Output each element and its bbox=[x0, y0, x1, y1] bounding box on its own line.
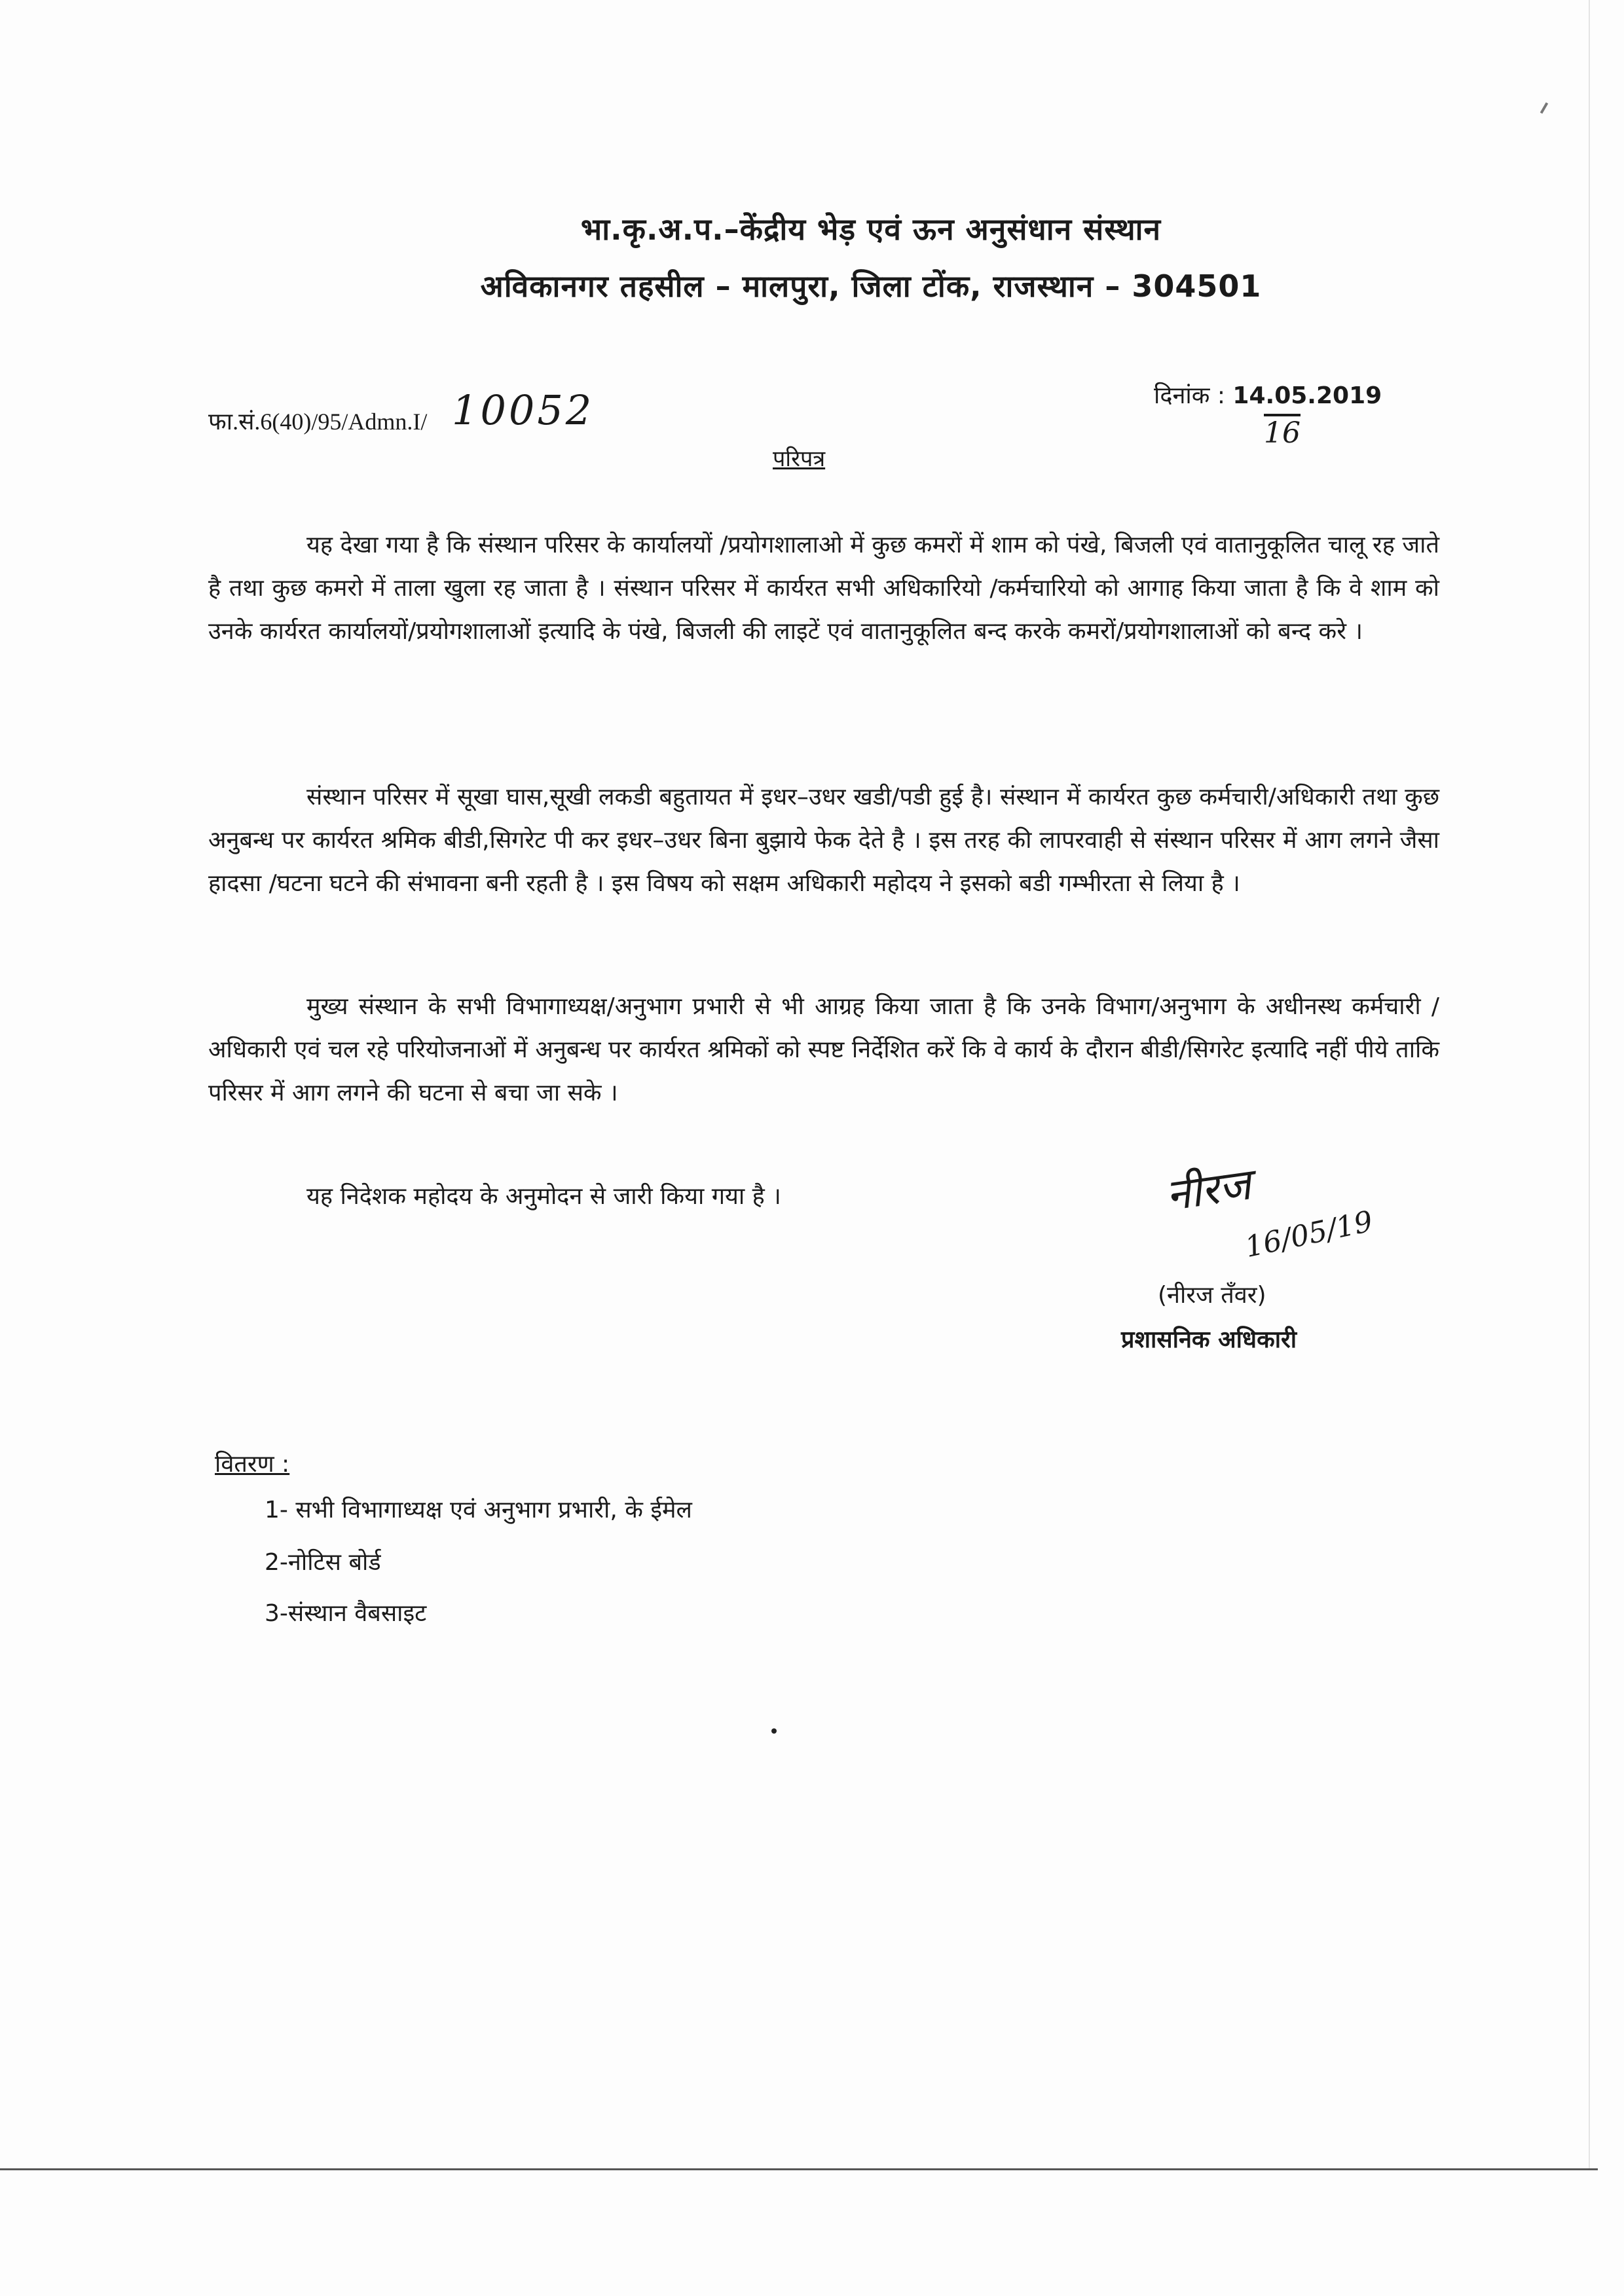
scan-mark bbox=[1540, 102, 1548, 114]
handwritten-reference-number: 10052 bbox=[452, 386, 595, 434]
scan-dot bbox=[771, 1728, 777, 1734]
distribution-item: 3-संस्थान वैबसाइट bbox=[265, 1600, 427, 1627]
paragraph-3: मुख्य संस्थान के सभी विभागाध्यक्ष/अनुभाग प्रभारी से भी आग्रह किया जाता है कि उनके विभाग/अनुभाग के अधीनस्थ कर्मचारी /अधिकारी एवं चल रहे परियोजनाओं में अनुबन्ध पर कार्यरत श्रमिकों को स्पष्ट निर्देशित करें कि वे कार्य के दौरान बीडी/सिगरेट इत्यादि नहीं पीये ताकि परिसर में आग लगने की घटना से बचा जा सके । bbox=[208, 993, 1439, 1106]
paragraph-2: संस्थान परिसर में सूखा घास,सूखी लकडी बहुतायत में इधर–उधर खडी/पडी हुई है। संस्थान में कार्यरत कुछ कर्मचारी/अधिकारी तथा कुछ अनुबन्ध पर कार्यरत श्रमिक बीडी,सिगरेट पी कर इधर–उधर बिना बुझाये फेक देते है । इस तरह की लापरवाही से संस्थान परिसर में आग लगने जैसा हादसा /घटना घटने की संभावना बनी रहती है । इस विषय को सक्षम अधिकारी महोदय ने इसको बडी गम्भीरता से लिया है । bbox=[208, 784, 1439, 897]
institute-address: अविकानगर तहसील – मालपुरा, जिला टोंक, राजस्थान – 304501 bbox=[480, 268, 1262, 304]
paragraph-1: यह देखा गया है कि संस्थान परिसर के कार्यालयों /प्रयोगशालाओ में कुछ कमरों में शाम को पंखे, बिजली एवं वातानुकूलित चालू रह जाते है तथा कुछ कमरो में ताला खुला रह जाता है । संस्थान परिसर में कार्यरत सभी अधिकारियो /कर्मचारियो को आगाह किया जाता है कि वे शाम को उनके कार्यरत कार्यालयों/प्रयोगशालाओं इत्यादि के पंखे, बिजली की लाइटें एवं वातानुकूलित बन्द करके कमरों/प्रयोगशालाओं को बन्द करे । bbox=[208, 532, 1439, 645]
date-value: 14.05.2019 bbox=[1232, 382, 1382, 409]
institute-name: भा.कृ.अ.प.–केंद्रीय भेड़ एवं ऊन अनुसंधान संस्थान bbox=[580, 211, 1162, 247]
signature-date: 16/05/19 bbox=[1242, 1205, 1376, 1264]
paragraph-4: यह निदेशक महोदय के अनुमोदन से जारी किया गया है । bbox=[306, 1183, 781, 1210]
file-reference: फा.सं.6(40)/95/Admn.I/ bbox=[208, 409, 428, 435]
date-label: दिनांक : bbox=[1154, 382, 1225, 409]
distribution-item: 1- सभी विभागाध्यक्ष एवं अनुभाग प्रभारी, के ईमेल bbox=[265, 1497, 692, 1523]
signatory-designation: प्रशासनिक अधिकारी bbox=[1121, 1326, 1297, 1353]
page-bottom-edge bbox=[0, 2168, 1598, 2170]
distribution-item: 2-नोटिस बोर्ड bbox=[265, 1549, 381, 1576]
distribution-title: वितरण : bbox=[215, 1451, 290, 1478]
signatory-name: (नीरज तँवर) bbox=[1158, 1282, 1266, 1309]
date-line bbox=[1154, 378, 1382, 410]
handwritten-date-note: 16 bbox=[1264, 416, 1301, 450]
circular-title: परिपत्र bbox=[773, 446, 826, 472]
signature: नीरज bbox=[1162, 1159, 1254, 1221]
scan-edge bbox=[1589, 0, 1590, 2168]
